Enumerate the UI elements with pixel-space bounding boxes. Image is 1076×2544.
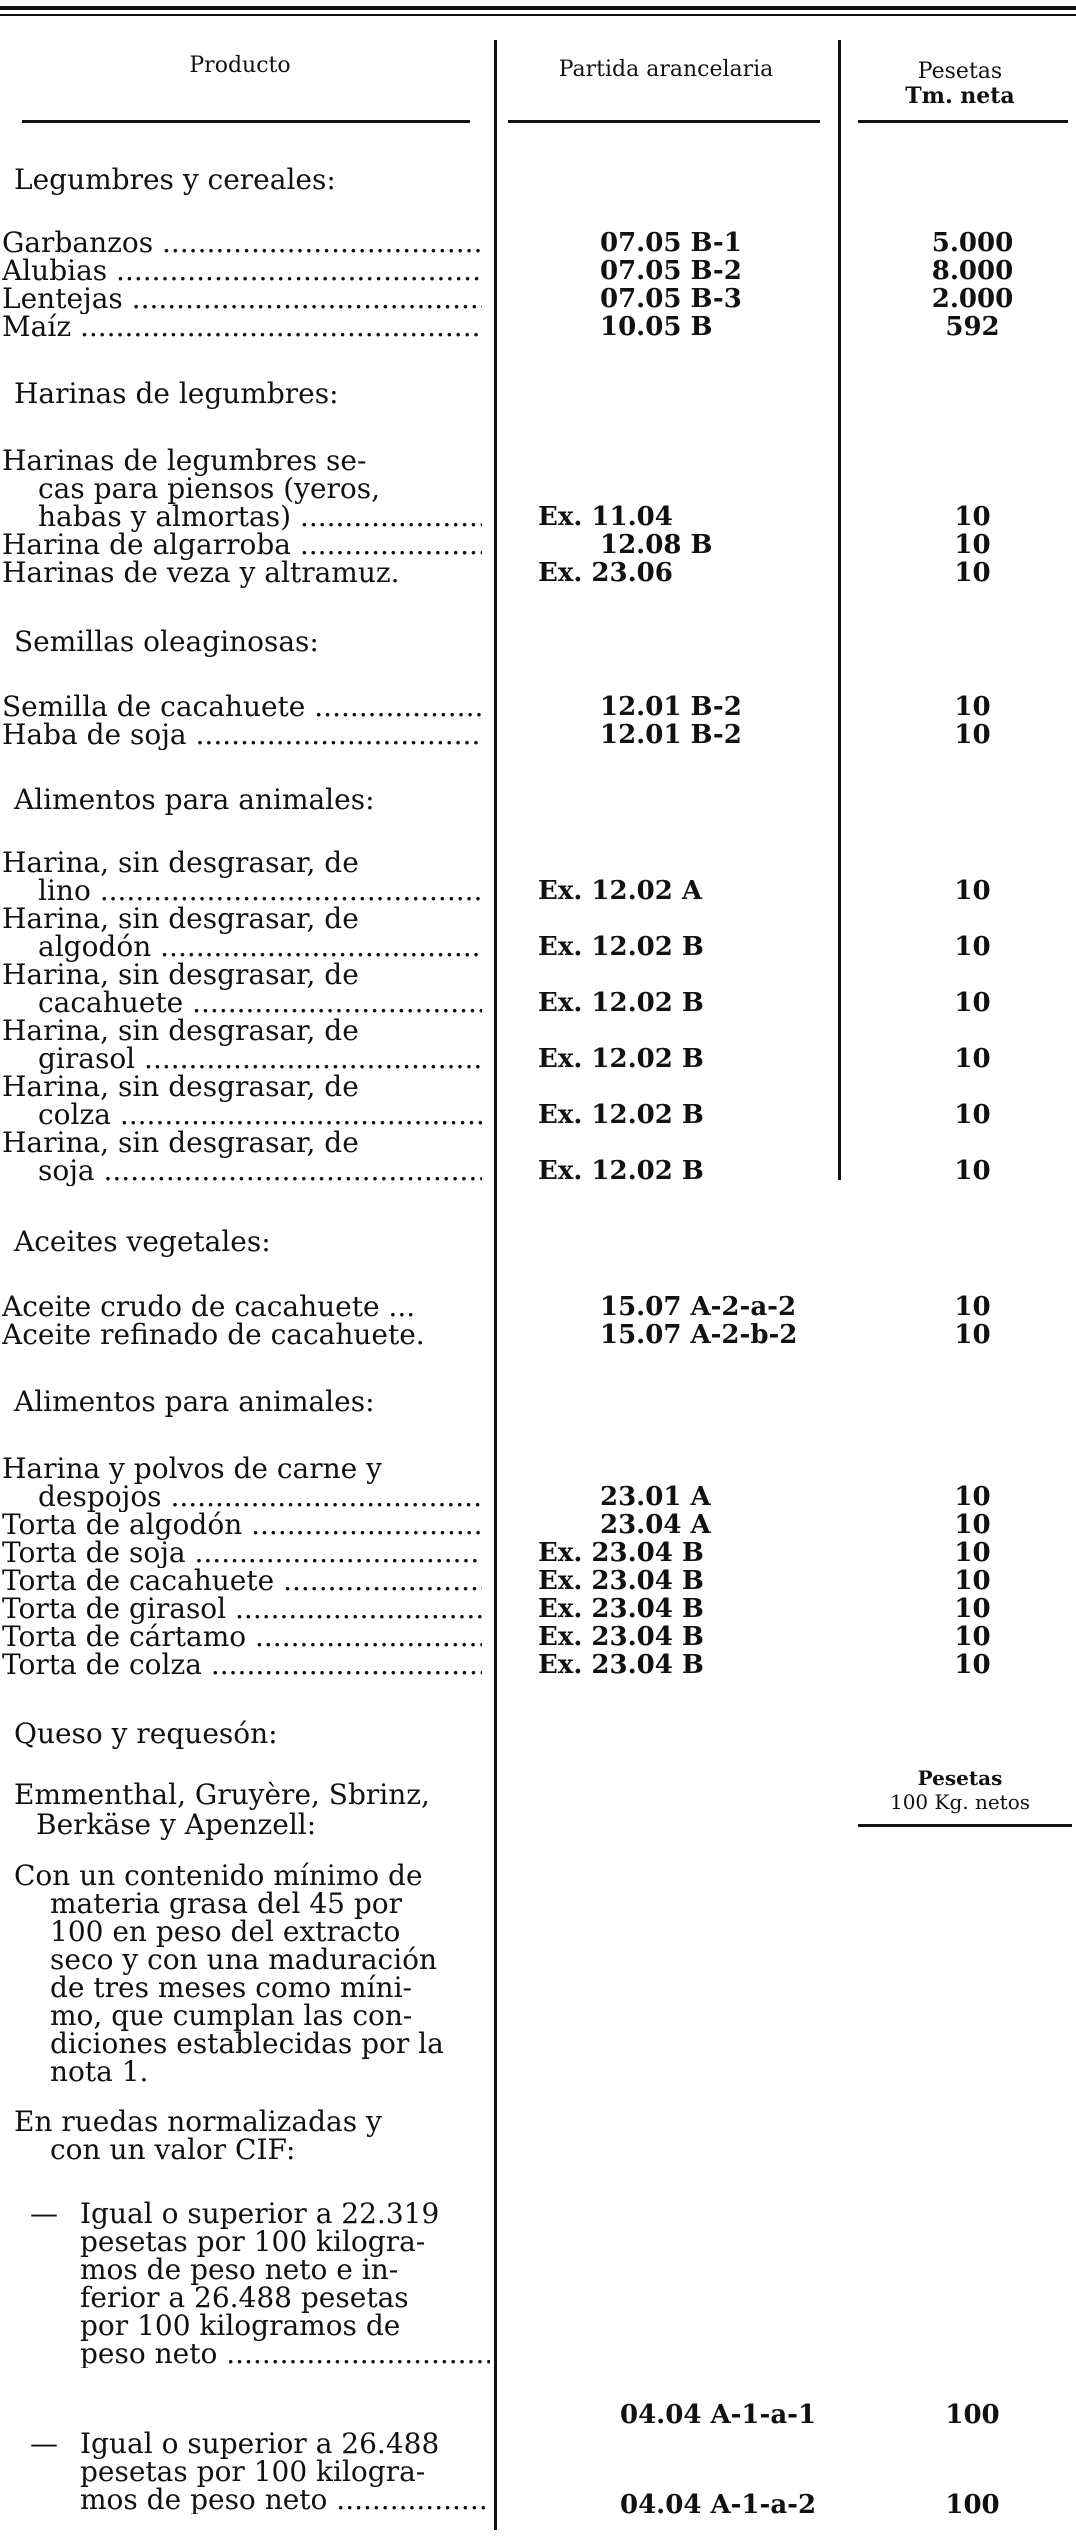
header-producto: Producto — [189, 53, 291, 78]
header-tm-neta: Tm. neta — [905, 83, 1015, 109]
table-row: Harina, sin desgrasar, de — [2, 1016, 359, 1046]
cheese-conditions: Con un contenido mínimo de materia grasa del 45 por 100 en peso del extracto seco y con una maduración de tres meses como míni- mo, que cumplan las con- diciones establecidas por la nota 1. — [14, 1859, 444, 2088]
table-row: Harina, sin desgrasar, de — [2, 1072, 359, 1102]
table-row: Garbanzos ..... 07.05 B-1 5.000 — [0, 228, 1076, 258]
header-underline-1 — [22, 120, 470, 123]
header-pesetas: Pesetas — [917, 59, 1003, 84]
cheese-range-2: — Igual o superior a 26.488 pesetas por 100 kilogra- mos de peso neto ..... — [30, 2430, 490, 2514]
cheese-wheels: En ruedas normalizadas y con un valor CIF: — [14, 2105, 382, 2166]
table-row: Torta de soja ..... Ex. 23.04 B 10 — [0, 1538, 1076, 1568]
table-row: cacahuete ..... Ex. 12.02 B 10 — [0, 988, 1076, 1018]
table-row: Harina de algarroba ..... 12.08 B 10 — [0, 530, 1076, 560]
table-row: Torta de colza ..... Ex. 23.04 B 10 — [0, 1650, 1076, 1680]
header-pesetas-100kg: Pesetas — [917, 1766, 1003, 1790]
table-row: soja ..... Ex. 12.02 B 10 — [0, 1156, 1076, 1186]
table-row: Aceite refinado de cacahuete. 15.07 A-2-b-2 10 — [2, 1320, 991, 1350]
header-underline-3 — [858, 120, 1068, 123]
section-queso-requeson: Queso y requesón: — [14, 1717, 278, 1750]
table-row: Harina, sin desgrasar, de — [2, 960, 359, 990]
table-row: Harina, sin desgrasar, de — [2, 1128, 359, 1158]
table-row: algodón ..... Ex. 12.02 B 10 — [0, 932, 1076, 962]
top-rule-thin — [0, 14, 1076, 16]
table-row: Maíz ..... 10.05 B 592 — [0, 312, 1076, 342]
table-row: Harina, sin desgrasar, de — [2, 848, 359, 878]
section-semillas-oleaginosas: Semillas oleaginosas: — [14, 625, 319, 658]
table-row: Harinas de legumbres se- — [2, 446, 367, 476]
table-row: Aceite crudo de cacahuete ... 15.07 A-2-a-2 10 — [2, 1292, 991, 1322]
section-alimentos-animales-2: Alimentos para animales: — [14, 1385, 375, 1418]
table-row: Lentejas ..... 07.05 B-3 2.000 — [0, 284, 1076, 314]
table-row: Torta de cacahuete ..... Ex. 23.04 B 10 — [0, 1566, 1076, 1596]
table-row: Semilla de cacahuete ..... 12.01 B-2 10 — [0, 692, 1076, 722]
table-row: despojos ..... 23.01 A 10 — [0, 1482, 1076, 1512]
table-row: Alubias ..... 07.05 B-2 8.000 — [0, 256, 1076, 286]
header-partida: Partida arancelaria — [558, 57, 774, 82]
table-row: cas para piensos (yeros, — [38, 474, 381, 504]
cheese-types: Emmenthal, Gruyère, Sbrinz, Berkäse y Apenzell: — [14, 1778, 430, 1841]
header-100kg-netos: 100 Kg. netos — [889, 1790, 1031, 1814]
table-row: Haba de soja ..... 12.01 B-2 10 — [0, 720, 1076, 750]
table-row: Harinas de veza y altramuz. Ex. 23.06 10 — [2, 558, 991, 588]
table-row: Harina, sin desgrasar, de — [2, 904, 359, 934]
table-row: Harina y polvos de carne y — [2, 1454, 382, 1484]
section-harinas-legumbres: Harinas de legumbres: — [14, 377, 339, 410]
table-row: lino ..... Ex. 12.02 A 10 — [0, 876, 1076, 906]
table-row: Torta de cártamo ..... Ex. 23.04 B 10 — [0, 1622, 1076, 1652]
section-alimentos-animales-1: Alimentos para animales: — [14, 783, 375, 816]
table-row: habas y almortas) ..... Ex. 11.04 10 — [0, 502, 1076, 532]
header-underline-4 — [858, 1824, 1072, 1827]
table-row: 04.04 A-1-a-1 100 — [620, 2400, 1000, 2430]
section-legumbres-cereales: Legumbres y cereales: — [14, 163, 336, 196]
column-divider-1 — [494, 40, 497, 2530]
table-row: Torta de girasol ..... Ex. 23.04 B 10 — [0, 1594, 1076, 1624]
top-rule-thick — [0, 6, 1076, 10]
table-row: girasol ..... Ex. 12.02 B 10 — [0, 1044, 1076, 1074]
header-underline-2 — [508, 120, 820, 123]
table-row: 04.04 A-1-a-2 100 — [620, 2490, 1000, 2520]
section-aceites-vegetales: Aceites vegetales: — [14, 1225, 271, 1258]
table-row: Torta de algodón ..... 23.04 A 10 — [0, 1510, 1076, 1540]
table-row: colza ..... Ex. 12.02 B 10 — [0, 1100, 1076, 1130]
cheese-range-1: — Igual o superior a 22.319 pesetas por 100 kilogra- mos de peso neto e in- ferior a 26.488 pesetas por 100 kilogramos de peso neto ..... — [30, 2200, 490, 2368]
